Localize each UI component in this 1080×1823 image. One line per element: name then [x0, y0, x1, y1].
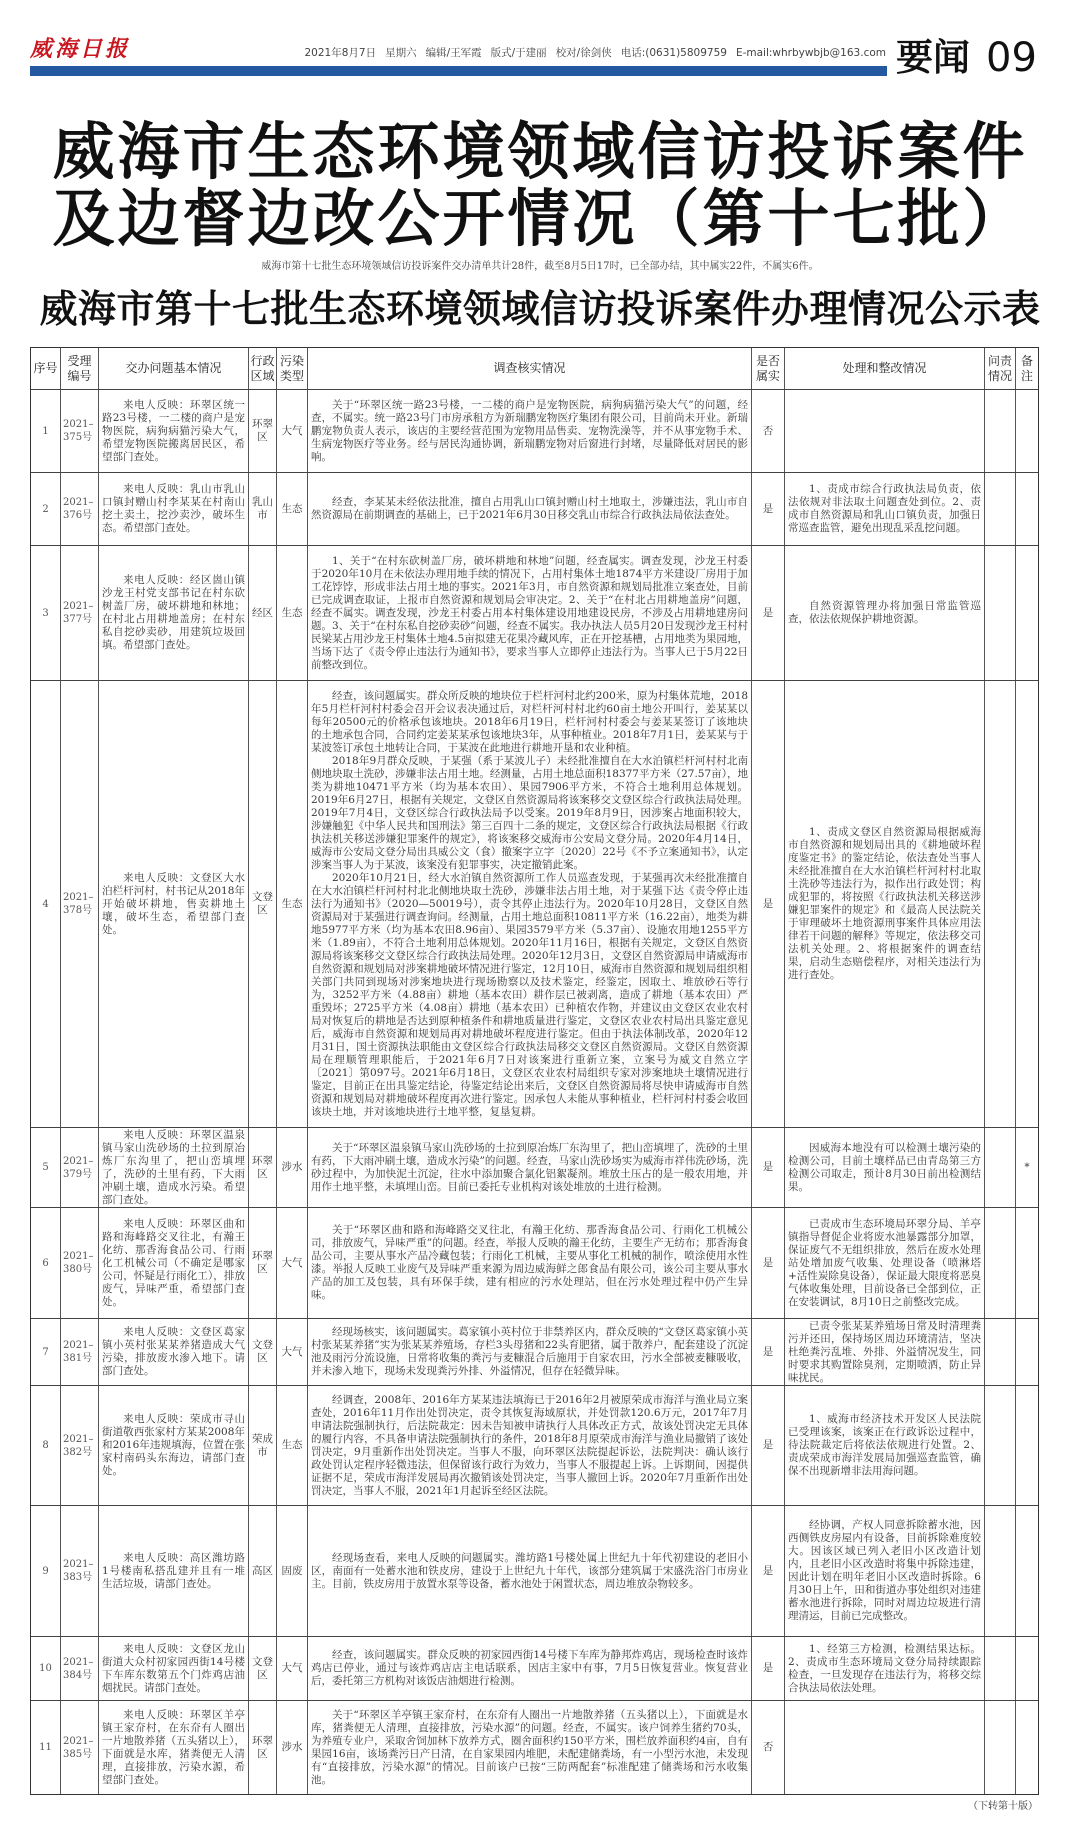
cell-verified-text: 是 — [762, 1439, 774, 1451]
cell-district — [249, 390, 277, 472]
cell-accountability — [985, 1701, 1016, 1794]
headline-line-2: 及边督边改公开情况（第十七批） — [52, 186, 1028, 252]
cell-pollution-type — [277, 1506, 308, 1636]
column-header-accountability — [985, 348, 1016, 389]
cell-case-id-text: 2021–384号 — [63, 1656, 94, 1681]
cell-case-id-text: 2021–376号 — [63, 497, 94, 521]
cell-handling-text: 因威海本地没有可以检测土壤污染的检测公司，目前土壤样品已由青岛第三方检测公司取走，预计8月30日前出检测结果。 — [788, 1141, 981, 1193]
cell-investigation — [308, 1506, 752, 1636]
cell-verified-text: 是 — [762, 1345, 774, 1358]
cell-investigation — [308, 1128, 752, 1207]
paragraph: 关于“环翠区曲和路和海峰路交叉往北，有瀚王化纺、那香海食品公司、行雨化工机械公司，排放废气，异味严重”的问题。经查，举报人反映的瀚王化纺，主要生产无纺布；那香海食品公司，主要从事水产品冷藏包装；行雨化工机械，主要从事化工机械的制作，喷涂使用水性漆。举报人反映工业废气及异味严重来源为周边威海鲜之郎食品有限公司，该公司主要从事水产品的加工及包装，具有环保手续，建有相应的污水处理站，但在污水处理过程中仍产生异味。 — [311, 1224, 748, 1301]
cell-handling-text: 1、经第三方检测，检测结果达标。2、责成市生态环境局文登分局持续跟踪检查，一旦发现存在违法行为，将移交综合执法局依法处理。 — [788, 1642, 981, 1694]
cell-verified — [752, 1506, 785, 1636]
cell-investigation — [308, 681, 752, 1127]
cell-investigation — [308, 473, 752, 545]
headline-summary: 威海市第十七批生态环境领域信访投诉案件交办清单共计28件，截至8月5日17时，已全部办结，其中属实22件，不属实6件。 — [261, 261, 819, 272]
cell-district-text: 乳山市 — [252, 496, 273, 521]
cell-accountability — [985, 1637, 1016, 1700]
cell-complaint-text: 来电人反映：荣成市寻山街道敬西张家村方某某2008年和2016年违规填海，位置在张家村南码头东海边，请部门查处。 — [102, 1413, 245, 1477]
cell-complaint-text: 来电人反映：乳山市乳山口镇封赠山村李某某在村南山挖土卖土，挖沙卖沙，破坏生态。希望部门查处。 — [102, 483, 245, 534]
cell-remark — [1016, 546, 1038, 680]
table-row — [31, 1319, 1038, 1386]
cell-handling — [785, 1128, 985, 1207]
cell-remark-text: * — [1024, 1161, 1030, 1173]
cell-verified — [752, 1701, 785, 1794]
cell-pollution-type-text: 涉水 — [281, 1161, 303, 1173]
column-header-complaint — [99, 348, 249, 389]
table-row — [31, 473, 1038, 546]
cell-case-id-text: 2021–382号 — [63, 1433, 94, 1458]
cell-no-text: 9 — [42, 1565, 49, 1577]
cell-remark — [1016, 1128, 1038, 1207]
cell-case-id-text: 2021–381号 — [63, 1340, 94, 1364]
cell-district-text: 环翠区 — [252, 1154, 273, 1180]
cell-complaint — [99, 1319, 249, 1385]
cell-verified-text: 是 — [762, 1564, 774, 1577]
cell-accountability — [985, 1128, 1016, 1207]
proofreader-credit: 校对/徐剑侠 — [555, 47, 612, 59]
cell-district-text: 文登区 — [252, 1339, 273, 1364]
cell-district — [249, 1319, 277, 1385]
cell-pollution-type — [277, 546, 308, 680]
cell-complaint-text: 来电人反映：经区崮山镇沙龙王村党支部书记在村东砍树盖厂房，破坏耕地和林地；在村北占用耕地盖房；在村东私自挖砂卖砂，用建筑垃圾回填。希望部门查处。 — [102, 574, 245, 651]
cell-no — [31, 1208, 61, 1318]
cell-investigation-text — [311, 555, 748, 672]
paragraph: 关于“环翠区统一路23号楼，一二楼的商户是宠物医院，病狗病猫污染大气”的问题，经查，不属实。统一路23号门市房承租方为新瑞鹏宠物医疗集团有限公司，目前尚未开业。新瑞鹏宠物负责人表示，该店的主要经营范围为宠物用品售卖、宠物洗澡等，并不从事宠物手术、生病宠物医疗等业务。经与居民沟通协调，新瑞鹏宠物对后窗进行封堵，尽量降低对居民的影响。 — [311, 398, 748, 463]
paragraph: 经调查，2008年、2016年方某某违法填海已于2016年2月被原荣成市海洋与渔业局立案查处，2016年11月作出处罚决定，责令其恢复海域原状，并处罚款120.6万元，2017年7月申请法院强制执行，后法院裁定：因未告知被申请执行人具体改正方式，故该处罚决定无具体的履行内容，不具备申请法院强制执行的条件，2018年8月原荣成市海洋与渔业局撤销了该处罚决定，9月重新作出处罚决定。当事人不服，向环翠区法院提起诉讼，法院判决：确认该行政处罚认定程序轻微违法，但保留该行政行为效力，当事人不服提起上诉。上诉期间，因提供证据不足，荣成市海洋发展局再次撤销该处罚决定，当事人撤回上诉。2020年7月重新作出处罚决定，当事人不服，2021年1月起诉至经区法院。 — [311, 1393, 748, 1497]
page-number: 09 — [986, 35, 1037, 81]
cell-no — [31, 473, 61, 545]
cell-investigation-text — [311, 1552, 748, 1591]
issue-weekday: 星期六 — [385, 47, 417, 59]
cell-district-text: 文登区 — [252, 1655, 273, 1681]
cell-investigation — [308, 390, 752, 472]
cell-accountability — [985, 1506, 1016, 1636]
cell-district — [249, 1386, 277, 1505]
cell-complaint — [99, 390, 249, 472]
cell-verified — [752, 1637, 785, 1700]
table-row — [31, 1128, 1038, 1208]
cell-handling — [785, 390, 985, 472]
cell-pollution-type — [277, 1128, 308, 1207]
cell-complaint — [99, 1701, 249, 1794]
cell-handling — [785, 1386, 985, 1505]
cell-handling — [785, 1637, 985, 1700]
case-table — [30, 347, 1039, 1795]
cell-handling-text: 已责令张某某养殖场日常及时清理粪污并还田，保持场区周边环境清洁，坚决杜绝粪污乱堆、外排、外溢情况发生，同时要求其购置除臭剂，定期喷洒，防止异味扰民。 — [788, 1319, 981, 1384]
cell-pollution-type — [277, 681, 308, 1127]
paragraph: 关于“环翠区温泉镇马家山洗砂场的土拉到原冶炼厂东沟里了，把山峦填埋了，洗砂的土里有药，下大雨冲刷土壤，造成水污染”的问题。经查，马家山洗砂场实为威海市祥伟洗砂场，洗砂过程中，为加快泥土沉淀，往水中添加聚合氯化铝絮凝剂。堆放土压占的是一般农用地，并用作土地平整，未填埋山峦。目前已委托专业机构对该处堆放的土进行检测。 — [311, 1141, 748, 1193]
cell-district-text: 环翠区 — [252, 1734, 273, 1760]
paragraph: 关于“环翠区羊亭镇王家夼村，在东夼有人圈出一片地散养猪（五头猪以上），下面就是水库，猪粪便无人清理，直接排放，污染水源”的问题。经查，不属实。该户饲养生猪约70头，为养殖专业户，采取舍饲加林下放养方式，圈舍面积约150平方米，围栏放养面积约4亩，自有果园16亩，该场粪污日产日清，在自家果园内堆肥，未配建储粪场，有一小型污水池，未发现有“直接排放，污染水源”的情况。目前该户已按“三防两配套”标准配建了储粪场和污水收集池。 — [311, 1708, 748, 1786]
cell-handling-text: 经协调，产权人同意拆除蓄水池，因西侧铁皮房屋内有设备，目前拆除难度较大。因该区域已列入老旧小区改造计划内，且老旧小区改造时将集中拆除违建，因此计划在明年老旧小区改造时拆除。6月30日上午，田和街道办事处组织对违建蓄水池进行拆除，同时对周边垃圾进行清理清运，目前已完成整改。 — [788, 1519, 981, 1622]
cell-no-text: 11 — [39, 1742, 52, 1753]
cell-district — [249, 546, 277, 680]
column-header-label: 行政区域 — [250, 353, 275, 383]
cell-investigation — [308, 1701, 752, 1794]
table-row — [31, 1208, 1038, 1319]
cell-district-text: 环翠区 — [252, 1250, 273, 1275]
cell-pollution-type-text: 涉水 — [281, 1741, 303, 1753]
cell-case-id-text: 2021–385号 — [63, 1735, 94, 1760]
cell-accountability — [985, 1386, 1016, 1505]
column-header-investigation — [308, 348, 752, 389]
table-body — [31, 390, 1038, 1794]
cell-verified — [752, 473, 785, 545]
cell-district — [249, 473, 277, 545]
masthead-info — [300, 46, 886, 60]
cell-complaint-text: 来电人反映：文登区葛家镇小英村张某某养猪造成大气污染，排放废水渗入地下。请部门查处。 — [102, 1326, 245, 1377]
cell-pollution-type — [277, 1637, 308, 1700]
cell-district — [249, 1506, 277, 1636]
cell-case-id-text: 2021–377号 — [63, 601, 94, 625]
table-row — [31, 681, 1038, 1128]
cell-case-id-text: 2021–380号 — [63, 1251, 94, 1275]
cell-district — [249, 1128, 277, 1207]
cell-investigation — [308, 1208, 752, 1318]
cell-no-text: 3 — [42, 607, 49, 619]
cell-pollution-type-text: 生态 — [281, 606, 303, 619]
cell-case-id — [61, 1208, 99, 1318]
column-header-remark — [1016, 348, 1038, 389]
column-header-label: 调查核实情况 — [493, 361, 566, 375]
cell-investigation-text — [311, 690, 748, 1119]
column-header-label: 交办问题基本情况 — [125, 361, 222, 375]
cell-remark — [1016, 473, 1038, 545]
table-row — [31, 1637, 1038, 1701]
cell-investigation — [308, 546, 752, 680]
cell-no-text: 4 — [42, 898, 49, 910]
cell-district-text: 文登区 — [252, 891, 273, 916]
cell-no — [31, 1319, 61, 1385]
cell-verified — [752, 1319, 785, 1385]
cell-verified-text: 是 — [762, 1256, 774, 1269]
cell-complaint — [99, 1637, 249, 1700]
column-header-pollution — [277, 348, 308, 389]
cell-accountability — [985, 681, 1016, 1127]
cell-complaint-text: 来电人反映：文登区龙山街道大众村初家园西街14号楼下车库东数第五个门炸鸡店油烟扰民。请部门查处。 — [102, 1642, 245, 1694]
cell-pollution-type-text: 大气 — [281, 1662, 303, 1674]
cell-handling — [785, 473, 985, 545]
paragraph: 2020年10月21日，经大水泊镇自然资源所工作人员巡查发现，于某强再次未经批准擅自在大水泊镇栏杆河村村北北侧地块取土洗砂，涉嫌非法占用土地，对于某强下达《责令停止违法行为通知书》（2020—50019号），责令其停止违法行为。2020年10月28日，文登区自然资源局对于某强进行调查询问。经测量，占用土地总面积10811平方米（16.22亩），地类为耕地5977平方米（均为基本农田8.96亩）、果园3579平方米（5.37亩）、设施农用地1255平方米（1.89亩），不符合土地利用总体规划。2020年11月16日，根据有关规定，文登区自然资源局将该案移交文登区综合行政执法局处理。2020年12月3日，文登区自然资源局申请威海市自然资源和规划局对涉案耕地破坏情况进行鉴定，12月10日，威海市自然资源和规划局组织相关部门共同到现场对涉案地块进行现场勘察以及技术鉴定，经鉴定，因取土、堆放砂石等行为，3252平方米（4.88亩）耕地（基本农田）耕作层已被剥离，造成了耕地（基本农田）严重毁坏；2725平方米（4.08亩）耕地（基本农田）已种植农作物，并建议由文登区农业农村局对恢复后的耕地是否达到原种植条件和耕地质量进行鉴定，文登区农业农村局出具鉴定意见后，威海市自然资源和规划局再对耕地破坏程度进行鉴定。但由于执法体制改革，2020年12月31日，国土资源执法职能由文登区综合行政执法局移交文登区自然资源局。文登区自然资源局在理顺管理职能后，于2021年6月7日对该案进行重新立案，立案号为威文自然立字〔2021〕第097号。2021年6月18日，文登区农业农村局组织专家对涉案地块土壤情况进行鉴定，目前正在出具鉴定结论，待鉴定结论出来后，文登区自然资源局将尽快申请威海市自然资源和规划局对耕地破坏程度再次进行鉴定。因承包人未能从事种植业，栏杆河村村委会收回该块土地，并对该地块进行土地平整，复垦复耕。 — [311, 871, 748, 1118]
table-row — [31, 1701, 1038, 1794]
cell-pollution-type-text: 生态 — [281, 1439, 303, 1451]
cell-complaint-text: 来电人反映：文登区大水泊栏杆河村，村书记从2018年开始破坏耕地，售卖耕地土壤，破坏生态，希望部门查处。 — [102, 871, 245, 936]
cell-complaint-text: 来电人反映：环翠区温泉镇马家山洗砂场的土拉到原冶炼厂东沟里了，把山峦填埋了，洗砂的土里有药，下大雨冲刷土壤，造成水污染。希望部门查处。 — [102, 1128, 245, 1206]
cell-handling-text: 1、责成市综合行政执法局负责，依法依规对非法取土问题查处到位。2、责成市自然资源局和乳山口镇负责，加强日常巡查监管，避免出现乱采乱挖问题。 — [788, 483, 981, 534]
cell-complaint-text: 来电人反映：高区潍坊路1号楼南私搭乱建并且有一堆生活垃圾，请部门查处。 — [102, 1551, 245, 1590]
cell-investigation-text — [311, 1649, 748, 1688]
contact-email: E-mail:whrbywbjb@163.com — [735, 47, 886, 59]
section-name: 要闻 — [896, 36, 970, 79]
paragraph: 经查，该问题属实。群众反映的初家园西街14号楼下车库为静邦炸鸡店，现场检查时该炸鸡店已停业，通过与该炸鸡店店主电话联系，因店主家中有事，7月5日恢复营业。恢复营业后，委托第三方机构对该饭店油烟进行检测。 — [311, 1649, 748, 1687]
issue-date: 2021年8月7日 — [304, 47, 377, 59]
cell-pollution-type — [277, 1386, 308, 1505]
cell-no — [31, 390, 61, 472]
cell-district — [249, 1208, 277, 1318]
cell-verified — [752, 1128, 785, 1207]
cell-verified-text: 否 — [762, 1741, 774, 1753]
column-header-handling — [785, 348, 985, 389]
cell-pollution-type — [277, 1701, 308, 1794]
cell-no-text: 5 — [42, 1162, 49, 1173]
cell-case-id-text: 2021–383号 — [63, 1559, 94, 1583]
column-header-verified — [752, 348, 785, 389]
cell-no — [31, 1506, 61, 1636]
cell-case-id — [61, 1506, 99, 1636]
cell-case-id — [61, 1128, 99, 1207]
cell-complaint — [99, 1208, 249, 1318]
cell-pollution-type-text: 生态 — [281, 502, 303, 515]
cell-no — [31, 1637, 61, 1700]
cell-pollution-type-text: 固废 — [281, 1564, 303, 1577]
column-header-district — [249, 348, 277, 389]
column-header-no — [31, 348, 61, 389]
paragraph: 2018年9月群众反映，于某强（系于某波儿子）未经批准擅自在大水泊镇栏杆河村村北南侧地块取土洗砂，涉嫌非法占用土地。经测量，占用土地总面积18377平方米（27.57亩），地类为耕地10471平方米（均为基本农田）、果园7906平方米，不符合土地利用总体规划。2019年6月27日，根据有关规定，文登区自然资源局将该案移交文登区综合行政执法局处理。2019年7月4日，文登区综合行政执法局予以受案。2019年8月9日，因涉案占地面积较大，涉嫌触犯《中华人民共和国刑法》第三百四十二条的规定，文登区综合行政执法局根据《行政执法机关移送涉嫌犯罪案件的规定》，将该案移交威海市公安局文登分局。2020年4月14日，威海市公安局文登分局出具威公文（食）撤案字立字〔2020〕22号《不予立案通知书》，认定涉案当事人为于某波，该案没有犯罪事实，决定撤销此案。 — [311, 754, 748, 871]
cell-complaint — [99, 473, 249, 545]
table-title: 威海市第十七批生态环境领域信访投诉案件办理情况公示表 — [39, 286, 1041, 331]
cell-no — [31, 1386, 61, 1505]
cell-verified-text: 是 — [762, 897, 774, 910]
cell-complaint — [99, 1128, 249, 1207]
cell-district-text: 高区 — [252, 1564, 273, 1577]
cell-case-id-text: 2021–375号 — [63, 419, 94, 443]
cell-case-id-text: 2021–378号 — [63, 892, 94, 916]
cell-investigation — [308, 1386, 752, 1505]
editor-credit: 编辑/王军霞 — [425, 47, 482, 59]
cell-investigation-text — [311, 1142, 748, 1194]
cell-case-id — [61, 681, 99, 1127]
cell-verified — [752, 681, 785, 1127]
cell-pollution-type-text: 大气 — [281, 1256, 303, 1269]
cell-remark — [1016, 1637, 1038, 1700]
cell-pollution-type-text: 大气 — [281, 1345, 303, 1358]
cell-verified-text: 是 — [762, 502, 774, 515]
column-header-label: 备注 — [1020, 353, 1033, 383]
cell-verified — [752, 546, 785, 680]
cell-no — [31, 1128, 61, 1207]
cell-remark — [1016, 681, 1038, 1127]
cell-remark — [1016, 1319, 1038, 1385]
cell-verified — [752, 1386, 785, 1505]
cell-complaint — [99, 681, 249, 1127]
cell-investigation-text — [311, 1394, 748, 1498]
cell-remark — [1016, 1208, 1038, 1318]
cell-handling-text: 已责成市生态环境局环翠分局、羊亭镇指导督促企业将废水池暴露部分加罩，保证废气不无组织排放，然后在废水处理站处增加废气收集、处理设备（喷淋塔+活性炭除臭设备），保证最大限度将恶臭气体收集处理，目前设备已全部到位，正在安装调试，8月10日之前整改完成。 — [788, 1217, 981, 1308]
cell-accountability — [985, 1319, 1016, 1385]
cell-complaint — [99, 1386, 249, 1505]
layout-credit: 版式/于建丽 — [490, 47, 547, 59]
cell-verified-text: 否 — [762, 424, 774, 437]
cell-pollution-type — [277, 473, 308, 545]
cell-handling-text: 1、责成文登区自然资源局根据威海市自然资源和规划局出具的《耕地破坏程度鉴定书》的鉴定结论，依法查处当事人未经批准擅自在大水泊镇栏杆河村村北取土洗砂等违法行为，拟作出行政处罚；构成犯罪的，将按照《行政执法机关移送涉嫌犯罪案件的规定》和《最高人民法院关于审理破坏土地资源刑事案件具体应用法律若干问题的解释》等规定，依法移交司法机关处理。2、将根据案件的调查结果，启动生态赔偿程序，对相关违法行为进行查处。 — [788, 826, 981, 981]
cell-district-text: 经区 — [252, 606, 273, 619]
cell-investigation — [308, 1637, 752, 1700]
cell-remark — [1016, 1386, 1038, 1505]
cell-handling — [785, 1701, 985, 1794]
column-header-case-id — [61, 348, 99, 389]
table-row — [31, 546, 1038, 681]
table-row — [31, 1506, 1038, 1637]
cell-pollution-type — [277, 390, 308, 472]
cell-handling — [785, 681, 985, 1127]
cell-case-id — [61, 390, 99, 472]
cell-district — [249, 681, 277, 1127]
continued-notice: （下转第十版） — [968, 1801, 1038, 1812]
cell-no-text: 7 — [42, 1346, 49, 1358]
cell-handling-text: 自然资源管理办将加强日常监管巡查，依法依规保护耕地资源。 — [788, 600, 981, 625]
column-header-label: 问责情况 — [987, 353, 1012, 383]
cell-district — [249, 1637, 277, 1700]
cell-no-text: 10 — [39, 1663, 52, 1674]
paragraph: 经现场核实，该问题属实。葛家镇小英村位于非禁养区内，群众反映的“文登区葛家镇小英村张某某养猪”实为张某某养殖场，存栏3头母猪和22头育肥猪，属于散养户，配套建设了沉淀池及雨污分流设施，日常将收集的粪污与麦糠混合后施用于自家农田，污水全部被麦糠吸收，并未渗入地下，现场未发现粪污外排、外溢情况，但存在轻微异味。 — [311, 1326, 748, 1377]
cell-investigation-text — [311, 399, 748, 464]
paragraph: 经查，李某某未经依法批准，擅自占用乳山口镇封赠山村土地取土，涉嫌违法，乳山市自然资源局在前期调查的基础上，已于2021年6月30日移交乳山市综合行政执法局依法查处。 — [311, 496, 748, 521]
cell-no — [31, 1701, 61, 1794]
cell-pollution-type-text: 生态 — [281, 897, 303, 910]
cell-remark — [1016, 1506, 1038, 1636]
cell-case-id — [61, 1319, 99, 1385]
cell-handling-text: 1、威海市经济技术开发区人民法院已受理该案，该案正在行政诉讼过程中，待法院裁定后将依法依规进行处置。2、责成荣成市海洋发展局加强巡查监管，确保不出现新增非法用海问题。 — [788, 1413, 981, 1477]
table-header-row — [31, 348, 1038, 390]
cell-remark — [1016, 1701, 1038, 1794]
cell-handling — [785, 1319, 985, 1385]
column-header-label: 受理编号 — [67, 353, 92, 383]
column-header-label: 是否属实 — [755, 353, 780, 383]
cell-complaint — [99, 1506, 249, 1636]
cell-no-text: 2 — [42, 503, 49, 515]
cell-handling — [785, 1506, 985, 1636]
cell-district-text: 荣成市 — [252, 1432, 273, 1458]
cell-case-id — [61, 1701, 99, 1794]
cell-investigation-text — [311, 1326, 748, 1378]
cell-accountability — [985, 546, 1016, 680]
cell-complaint-text: 来电人反映：环翠区统一路23号楼，一二楼的商户是宠物医院，病狗病猫污染大气，希望宠物医院搬离居民区，希望部门查处。 — [102, 398, 245, 463]
cell-investigation-text — [311, 496, 748, 522]
paragraph: 经查，该问题属实。群众所反映的地块位于栏杆河村北约200米，原为村集体荒地，2018年5月栏杆河村村委会召开会议表决通过后，对栏杆河村村北约60亩土地公开叫行，姜某某以每年20500元的价格承包该地块。2018年6月19日，栏杆河村村委会与姜某某签订了该地块的土地承包合同，合同约定姜某某承包该地块3年，从事种植业。2018年7月1日，姜某某与于某波签订承包土地转让合同，于某波在此地进行耕地开垦和农业种植。 — [311, 689, 748, 754]
cell-case-id — [61, 546, 99, 680]
paragraph: 1、关于“在村东砍树盖厂房，破坏耕地和林地”问题，经查属实。调查发现，沙龙王村委于2020年10月在未依法办理用地手续的情况下，占用村集体土地1874平方米建设厂房用于加工花饽饽，形成非法占用土地的事实。2021年3月，市自然资源和规划局批准立案查处，目前已完成调查取证，上报市自然资源和规划局会审决定。2、关于“在村北占用耕地盖房”问题，经查不属实。调查发现，沙龙王村委占用本村集体建设用地建设民房，不涉及占用耕地建房问题。3、关于“在村东私自挖砂卖砂”问题，经查不属实。我办执法人员5月20日发现沙龙王村村民梁某占用沙龙王村集体土地4.5亩拟建无花果冷藏风库，正在开挖基槽，占用地类为果园地，当场下达了《责令停止违法行为通知书》，要求当事人立即停止违法行为。当事人已于5月22日前整改到位。 — [311, 554, 748, 671]
cell-remark — [1016, 390, 1038, 472]
cell-verified-text: 是 — [762, 606, 774, 619]
cell-pollution-type-text: 大气 — [281, 424, 303, 437]
cell-no-text: 6 — [42, 1257, 49, 1269]
table-row — [31, 1386, 1038, 1506]
cell-no — [31, 681, 61, 1127]
cell-case-id — [61, 473, 99, 545]
cell-complaint-text: 来电人反映：环翠区羊亭镇王家夼村，在东夼有人圈出一片地散养猪（五头猪以上），下面就是水库，猪粪便无人清理，直接排放，污染水源，希望部门查处。 — [102, 1708, 245, 1786]
cell-handling — [785, 546, 985, 680]
cell-pollution-type — [277, 1208, 308, 1318]
column-header-label: 处理和整改情况 — [842, 361, 927, 375]
column-header-label: 污染类型 — [279, 353, 304, 383]
cell-handling — [785, 1208, 985, 1318]
cell-accountability — [985, 473, 1016, 545]
cell-accountability — [985, 390, 1016, 472]
headline-line-1: 威海市生态环境领域信访投诉案件 — [52, 119, 1028, 185]
cell-verified — [752, 390, 785, 472]
masthead-divider-bar — [30, 66, 887, 76]
cell-verified-text: 是 — [762, 1161, 774, 1173]
cell-investigation-text — [311, 1224, 748, 1302]
cell-no-text: 1 — [42, 425, 49, 437]
paragraph: 经现场查看，来电人反映的问题属实。潍坊路1号楼处属上世纪九十年代初建设的老旧小区，南面有一处蓄水池和铁皮房，建设于上世纪九十年代，该部分建筑属于宋盛洗浴门市房业主。目前，铁皮房用于放置水泵等设备，蓄水池处于闲置状态，周边堆放杂物较多。 — [311, 1551, 748, 1590]
cell-no-text: 8 — [42, 1440, 49, 1451]
cell-case-id — [61, 1637, 99, 1700]
cell-accountability — [985, 1208, 1016, 1318]
cell-case-id-text: 2021–379号 — [63, 1155, 94, 1180]
cell-no — [31, 546, 61, 680]
cell-district — [249, 1701, 277, 1794]
cell-verified-text: 是 — [762, 1662, 774, 1674]
table-row — [31, 390, 1038, 473]
cell-complaint — [99, 546, 249, 680]
newspaper-logo: 威海日报 — [30, 36, 131, 62]
cell-district-text: 环翠区 — [252, 418, 273, 443]
contact-phone: 电话:(0631)5809759 — [620, 47, 727, 59]
cell-investigation — [308, 1319, 752, 1385]
cell-complaint-text: 来电人反映：环翠区曲和路和海峰路交叉往北，有瀚王化纺、那香海食品公司、行雨化工机械公司（不确定是哪家公司，怀疑是行雨化工），排放废气，异味严重，希望部门查处。 — [102, 1217, 245, 1308]
cell-verified — [752, 1208, 785, 1318]
column-header-label: 序号 — [33, 361, 58, 375]
cell-case-id — [61, 1386, 99, 1505]
cell-pollution-type — [277, 1319, 308, 1385]
cell-investigation-text — [311, 1709, 748, 1787]
